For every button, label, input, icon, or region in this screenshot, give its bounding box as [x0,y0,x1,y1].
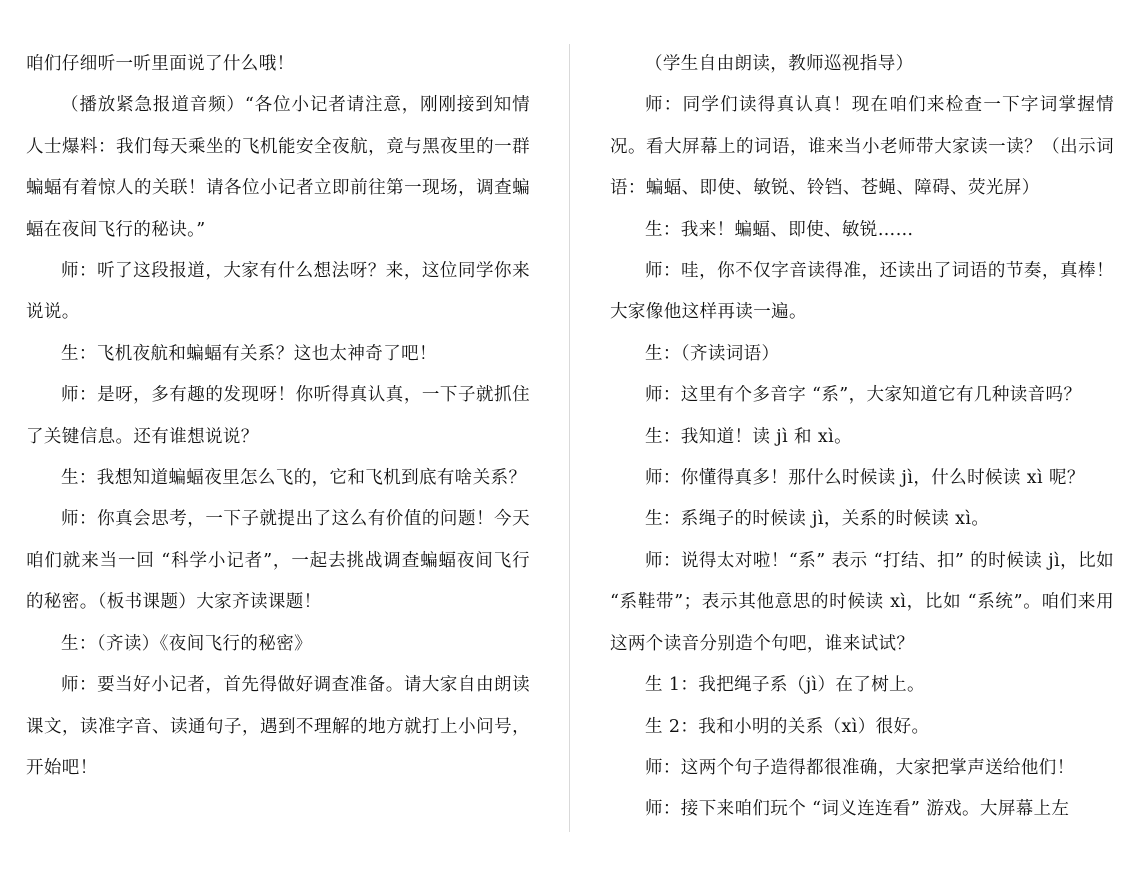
paragraph: 生：我来！蝙蝠、即使、敏锐…… [645,219,914,240]
left-column [26,44,530,789]
right-column [610,44,1114,831]
paragraph: 生：我知道！读 jì 和 xì。 [645,426,853,447]
paragraph: 师：这两个句子造得都很准确，大家把掌声送给他们！ [645,757,1075,778]
paragraph: 师：是呀，多有趣的发现呀！你听得真认真，一下子就抓住了关键信息。还有谁想说说？ [26,385,530,447]
paragraph: 师：哇，你不仅字音读得准，还读出了词语的节奏，真棒！大家像他这样再读一遍。 [610,261,1114,323]
paragraph: 生：（齐读）《夜间飞行的秘密》 [61,633,312,654]
paragraph: 生：（齐读词语） [645,343,780,364]
paragraph: 师：听了这段报道，大家有什么想法呀？来，这位同学你来说说。 [26,261,530,323]
paragraph: 生：飞机夜航和蝙蝠有关系？这也太神奇了吧！ [61,343,437,364]
paragraph: 师：说得太对啦！“系” 表示 “打结、扣” 的时候读 jì，比如 “系鞋带”；表示其他意思的时候读 xì，比如 “系统”。咱们来用这两个读音分别造个句吧，谁来试试？ [610,550,1114,654]
paragraph: 生 2：我和小明的关系（xì）很好。 [645,716,930,737]
paragraph: 师：你真会思考，一下子就提出了这么有价值的问题！今天咱们就来当一回 “科学小记者”，一起去挑战调查蝙蝠夜间飞行的秘密。（板书课题）大家齐读课题！ [26,509,530,613]
paragraph: 生 1：我把绳子系（jì）在了树上。 [645,675,925,696]
paragraph: 生：我想知道蝙蝠夜里怎么飞的，它和飞机到底有啥关系？ [61,468,527,489]
paragraph: 师：你懂得真多！那什么时候读 jì，什么时候读 xì 呢？ [645,468,1085,489]
paragraph: 咱们仔细听一听里面说了什么哦！ [26,54,295,74]
paragraph: 师：要当好小记者，首先得做好调查准备。请大家自由朗读课文，读准字音、读通句子，遇到不理解的地方就打上小问号，开始吧！ [26,675,530,778]
paragraph: （播放紧急报道音频）“各位小记者请注意，刚刚接到知情人士爆料：我们每天乘坐的飞机能安全夜航，竟与黑夜里的一群蝙蝠有着惊人的关联！请各位小记者立即前往第一现场，调查蝙蝠在夜间飞行的秘诀。” [26,95,530,240]
paragraph: 生：系绳子的时候读 jì，关系的时候读 xì。 [645,509,990,530]
paragraph: 师：同学们读得真认真！现在咱们来检查一下字词掌握情况。看大屏幕上的词语，谁来当小老师带大家读一读？（出示词语：蝙蝠、即使、敏锐、铃铛、苍蝇、障碍、荧光屏） [610,95,1114,199]
paragraph: （学生自由朗读，教师巡视指导） [645,54,914,74]
column-divider [569,44,570,832]
paragraph: 师：接下来咱们玩个 “词义连连看” 游戏。大屏幕上左 [645,799,1070,820]
paragraph: 师：这里有个多音字 “系”，大家知道它有几种读音吗？ [645,385,1082,406]
